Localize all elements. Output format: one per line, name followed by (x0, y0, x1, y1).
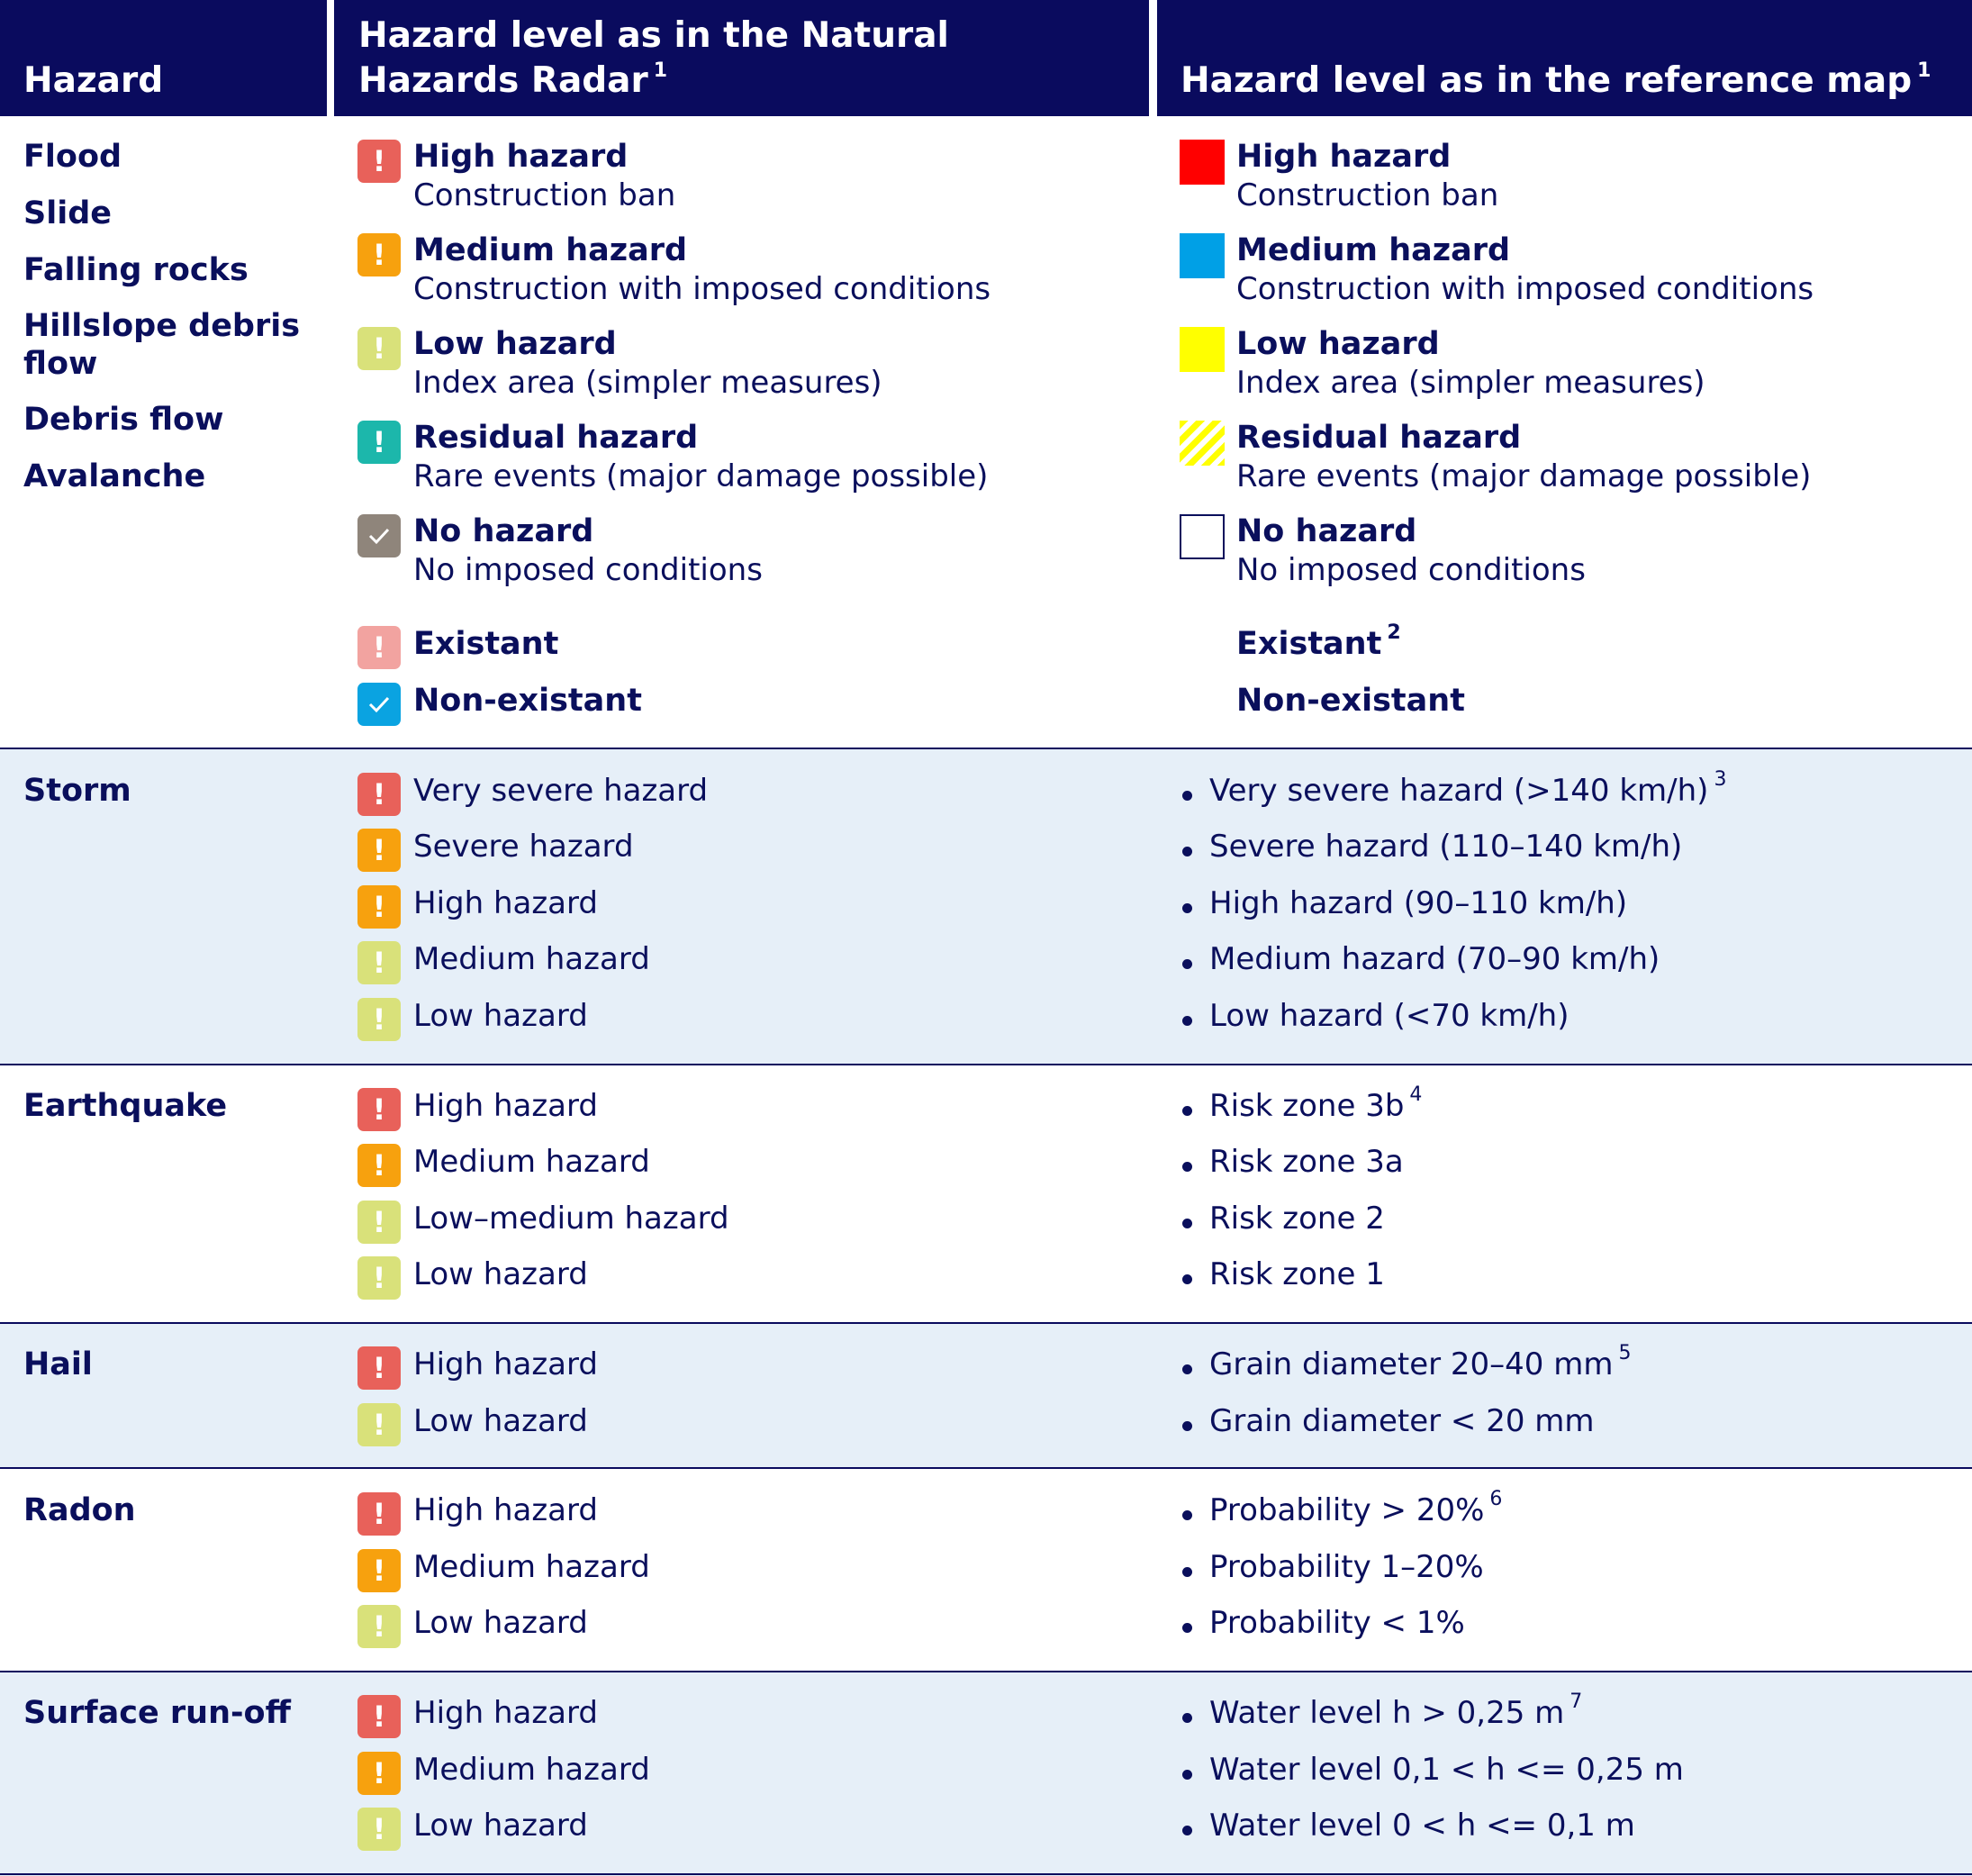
hazard-name-hillslope-2: flow (23, 346, 98, 382)
header-hazard (0, 0, 327, 116)
bullet-icon (1182, 903, 1192, 913)
radar-level: Medium hazard (413, 941, 650, 977)
exclamation-icon: ! (357, 421, 401, 464)
footnote-ref: 4 (1409, 1083, 1423, 1106)
hazard-name-hail: Hail (23, 1346, 93, 1382)
map-level: Risk zone 3a (1209, 1144, 1404, 1180)
bullet-icon (1182, 1770, 1192, 1780)
exclamation-icon: ! (357, 1808, 401, 1851)
hazard-name-flood: Flood (23, 139, 122, 175)
bullet-icon (1182, 847, 1192, 856)
radar-level-desc: Construction ban (413, 177, 676, 213)
radar-non-existant: Non-existant (413, 683, 642, 719)
radar-level-title: Residual hazard (413, 420, 699, 456)
row-divider (0, 1322, 1972, 1324)
exclamation-icon: ! (357, 1403, 401, 1446)
bullet-icon (1182, 1623, 1192, 1633)
exclamation-icon: ! (357, 1549, 401, 1592)
map-level-desc: Construction ban (1236, 177, 1499, 213)
map-swatch-blue (1180, 233, 1225, 278)
map-swatch-hatched (1180, 421, 1225, 466)
bullet-icon (1182, 1421, 1192, 1431)
radar-level: High hazard (413, 885, 598, 921)
hazard-name-storm: Storm (23, 773, 131, 809)
hazard-name-debris-flow: Debris flow (23, 402, 224, 438)
exclamation-icon: ! (357, 1144, 401, 1187)
radar-level-title: Medium hazard (413, 232, 688, 268)
checkmark-icon (357, 683, 401, 726)
radar-level-title: High hazard (413, 139, 629, 175)
bullet-icon (1182, 791, 1192, 801)
map-level: Water level 0 < h <= 0,1 m (1209, 1808, 1635, 1844)
footnote-ref: 6 (1489, 1488, 1503, 1510)
radar-level: Low hazard (413, 998, 588, 1034)
header-hazard-label: Hazard (23, 60, 164, 101)
header-radar-level (334, 0, 1149, 116)
map-swatch-red (1180, 140, 1225, 185)
radar-level-desc: No imposed conditions (413, 552, 763, 588)
exclamation-icon: ! (357, 1605, 401, 1648)
map-level: Probability 1–20% (1209, 1549, 1484, 1585)
radar-level-title: Low hazard (413, 326, 617, 362)
bullet-icon (1182, 959, 1192, 969)
exclamation-icon: ! (357, 1088, 401, 1131)
row-divider (0, 1064, 1972, 1065)
row-divider (0, 748, 1972, 749)
radar-level: Low hazard (413, 1605, 588, 1641)
exclamation-icon: ! (357, 140, 401, 183)
bullet-icon (1182, 1826, 1192, 1835)
header-map-label: Hazard level as in the reference map $^1$ (1180, 59, 1931, 101)
map-level: Medium hazard (70–90 km/h) (1209, 941, 1660, 977)
exclamation-icon: ! (357, 1695, 401, 1738)
exclamation-icon: ! (357, 998, 401, 1041)
hazard-name-slide: Slide (23, 195, 112, 231)
radar-level: Low–medium hazard (413, 1201, 729, 1237)
checkmark-icon (357, 514, 401, 557)
map-level: Probability < 1% (1209, 1605, 1465, 1641)
exclamation-icon: ! (357, 1752, 401, 1795)
radar-level: Medium hazard (413, 1752, 650, 1788)
hazard-name-earthquake: Earthquake (23, 1088, 228, 1124)
row-divider (0, 1873, 1972, 1875)
footnote-ref: 7 (1569, 1690, 1583, 1713)
bullet-icon (1182, 1364, 1192, 1374)
footnote-ref: 2 (1387, 621, 1401, 644)
bullet-icon (1182, 1162, 1192, 1172)
bullet-icon (1182, 1567, 1192, 1577)
map-level-desc: Construction with imposed conditions (1236, 271, 1814, 307)
radar-level-desc: Construction with imposed conditions (413, 271, 991, 307)
map-level: Risk zone 2 (1209, 1201, 1385, 1237)
footnote-ref: 5 (1618, 1342, 1632, 1364)
map-level: Grain diameter < 20 mm (1209, 1403, 1595, 1439)
radar-level: Very severe hazard (413, 773, 709, 809)
map-level: Very severe hazard (>140 km/h) $^3$ (1209, 768, 1727, 809)
map-non-existant: Non-existant (1236, 683, 1465, 719)
map-level-title: No hazard (1236, 513, 1417, 549)
exclamation-icon: ! (357, 233, 401, 276)
map-level: Risk zone 3b $^4$ (1209, 1083, 1423, 1124)
exclamation-icon: ! (357, 773, 401, 816)
map-level: Probability > 20% $^6$ (1209, 1488, 1503, 1528)
bullet-icon (1182, 1510, 1192, 1520)
radar-level: High hazard (413, 1088, 598, 1124)
radar-level: High hazard (413, 1346, 598, 1382)
map-level-desc: No imposed conditions (1236, 552, 1586, 588)
radar-level: High hazard (413, 1695, 598, 1731)
hazard-name-surface-runoff: Surface run-off (23, 1695, 291, 1731)
exclamation-icon: ! (357, 829, 401, 872)
hazard-name-hillslope: Hillslope debris (23, 308, 301, 344)
footnote-ref: 1 (653, 59, 668, 82)
radar-level: Low hazard (413, 1808, 588, 1844)
hail-row-background (0, 1323, 1972, 1468)
map-swatch-white (1180, 514, 1225, 559)
radar-level: Medium hazard (413, 1144, 650, 1180)
map-level: Severe hazard (110–140 km/h) (1209, 829, 1683, 865)
map-level: Water level 0,1 < h <= 0,25 m (1209, 1752, 1684, 1788)
exclamation-icon: ! (357, 1201, 401, 1244)
radar-level: Medium hazard (413, 1549, 650, 1585)
exclamation-icon: ! (357, 626, 401, 669)
map-level-desc: Rare events (major damage possible) (1236, 458, 1812, 494)
row-divider (0, 1467, 1972, 1469)
header-radar-label: Hazard level as in the Natural Hazards Radar $^1$ (358, 15, 949, 101)
exclamation-icon: ! (357, 1346, 401, 1390)
hazard-name-radon: Radon (23, 1492, 136, 1528)
radar-level: High hazard (413, 1492, 598, 1528)
map-level: Grain diameter 20–40 mm $^5$ (1209, 1342, 1632, 1382)
map-level: Risk zone 1 (1209, 1256, 1385, 1292)
map-level: High hazard (90–110 km/h) (1209, 885, 1628, 921)
radar-level: Low hazard (413, 1403, 588, 1439)
footnote-ref: 1 (1917, 59, 1931, 82)
bullet-icon (1182, 1106, 1192, 1116)
exclamation-icon: ! (357, 885, 401, 929)
radar-level: Low hazard (413, 1256, 588, 1292)
bullet-icon (1182, 1274, 1192, 1284)
radar-level-desc: Rare events (major damage possible) (413, 458, 989, 494)
map-level-title: High hazard (1236, 139, 1452, 175)
map-level-title: Residual hazard (1236, 420, 1522, 456)
map-level-title: Medium hazard (1236, 232, 1511, 268)
map-level-title: Low hazard (1236, 326, 1440, 362)
hazard-name-avalanche: Avalanche (23, 458, 206, 494)
map-level: Low hazard (<70 km/h) (1209, 998, 1569, 1034)
bullet-icon (1182, 1219, 1192, 1228)
radar-level-title: No hazard (413, 513, 594, 549)
footnote-ref: 3 (1714, 768, 1727, 791)
exclamation-icon: ! (357, 327, 401, 370)
map-level: Water level h > 0,25 m $^7$ (1209, 1690, 1583, 1731)
bullet-icon (1182, 1713, 1192, 1723)
map-swatch-yellow (1180, 327, 1225, 372)
radar-level: Severe hazard (413, 829, 634, 865)
exclamation-icon: ! (357, 1492, 401, 1536)
row-divider (0, 1671, 1972, 1672)
bullet-icon (1182, 1016, 1192, 1026)
radar-level-desc: Index area (simpler measures) (413, 365, 882, 401)
map-existant: Existant $^2$ (1236, 621, 1401, 662)
hazard-name-falling-rocks: Falling rocks (23, 252, 249, 288)
radar-existant: Existant (413, 626, 559, 662)
exclamation-icon: ! (357, 1256, 401, 1300)
header-map-level (1157, 0, 1972, 116)
exclamation-icon: ! (357, 941, 401, 984)
map-level-desc: Index area (simpler measures) (1236, 365, 1705, 401)
